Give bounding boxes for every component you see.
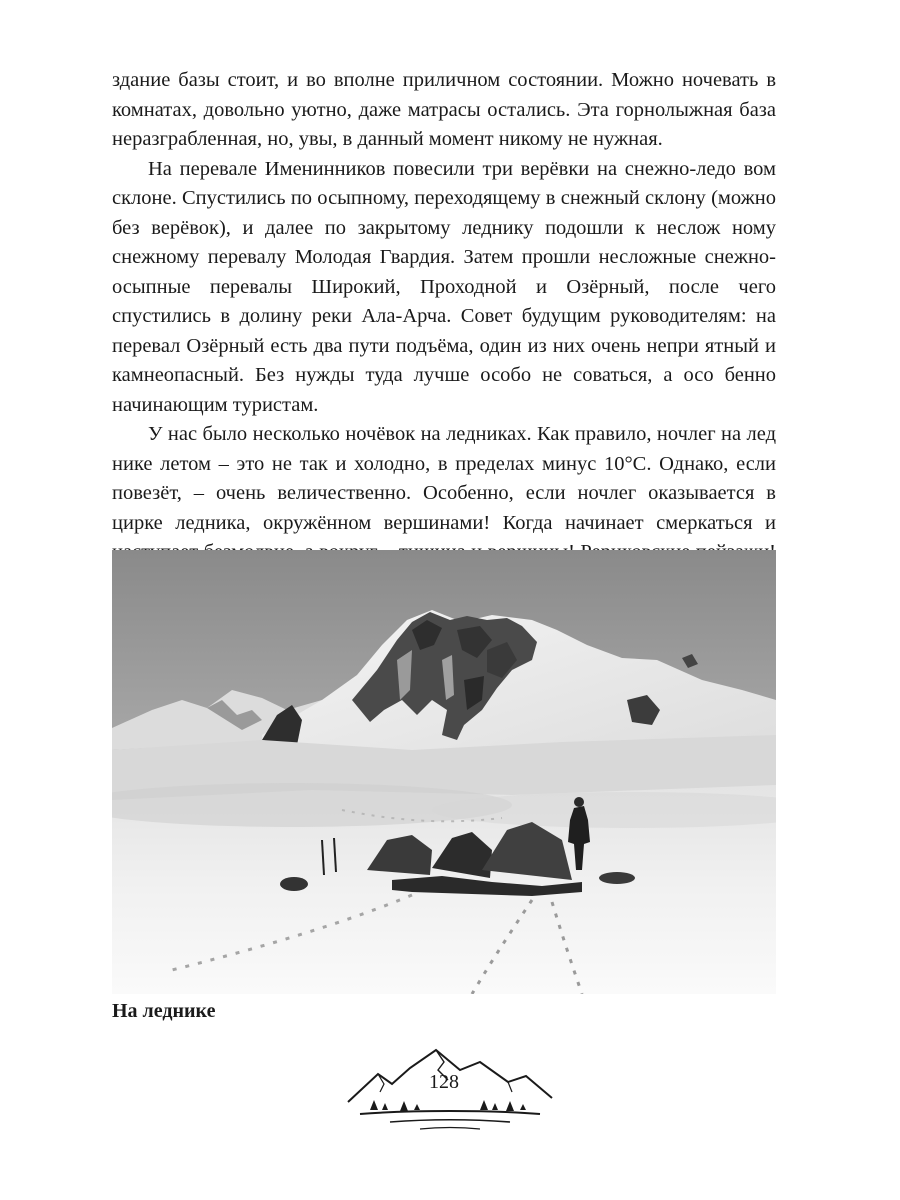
text-line: На перевале Именинников повесили три верёвки на снежно-ледо xyxy=(148,157,736,180)
text-line: база неразграбленная, но, увы, в данный момент никому не нужная. xyxy=(112,98,776,150)
text-line: повезёт, – очень величественно. Особенно, если ночлег оказывается в цирке xyxy=(112,482,776,534)
text-line: бенно начинающим туристам. xyxy=(112,364,777,416)
text-line: на перевал Озёрный есть два пути подъёма, один из них очень непри xyxy=(112,305,776,357)
photo-caption: На леднике xyxy=(112,1000,216,1022)
body-text xyxy=(112,66,776,597)
text-line: (можно без верёвок), и далее по закрытому леднику подошли к неслож xyxy=(112,187,776,239)
text-line: ледника, окружённом вершинами! Когда начинает смеркаться и xyxy=(175,511,776,534)
text-line: У нас было несколько ночёвок на ледниках. Как правило, ночлег на лед xyxy=(148,423,776,445)
text-line: в комнатах, довольно уютно, даже матрасы остались. Эта горнолыжная xyxy=(112,69,776,121)
text-line: здание базы стоит, и во вполне приличном состоянии. Можно ночевать xyxy=(112,69,767,91)
text-line: снежно-осыпные перевалы Широкий, Проходной и Озёрный, после чего xyxy=(112,246,776,298)
paragraph-1 xyxy=(112,66,776,155)
text-line: ному снежному перевалу Молодая Гвардия. Затем прошли несложные xyxy=(112,216,776,268)
text-line: нике летом – это не так и холодно, в пределах минус 10°С. Однако, если xyxy=(112,452,776,475)
text-line: вом склоне. Спустились по осыпному, переходящему в снежный склону xyxy=(112,157,777,209)
text-line: ятный и камнеопасный. Без нужды туда лучше особо не соваться, а осо xyxy=(112,334,776,386)
text-line: спустились в долину реки Ала-Арча. Совет будущим руководителям: xyxy=(112,305,756,327)
page-number: 128 xyxy=(429,1071,459,1093)
paragraph-2 xyxy=(112,155,776,421)
glacier-camp-photo xyxy=(112,550,776,994)
